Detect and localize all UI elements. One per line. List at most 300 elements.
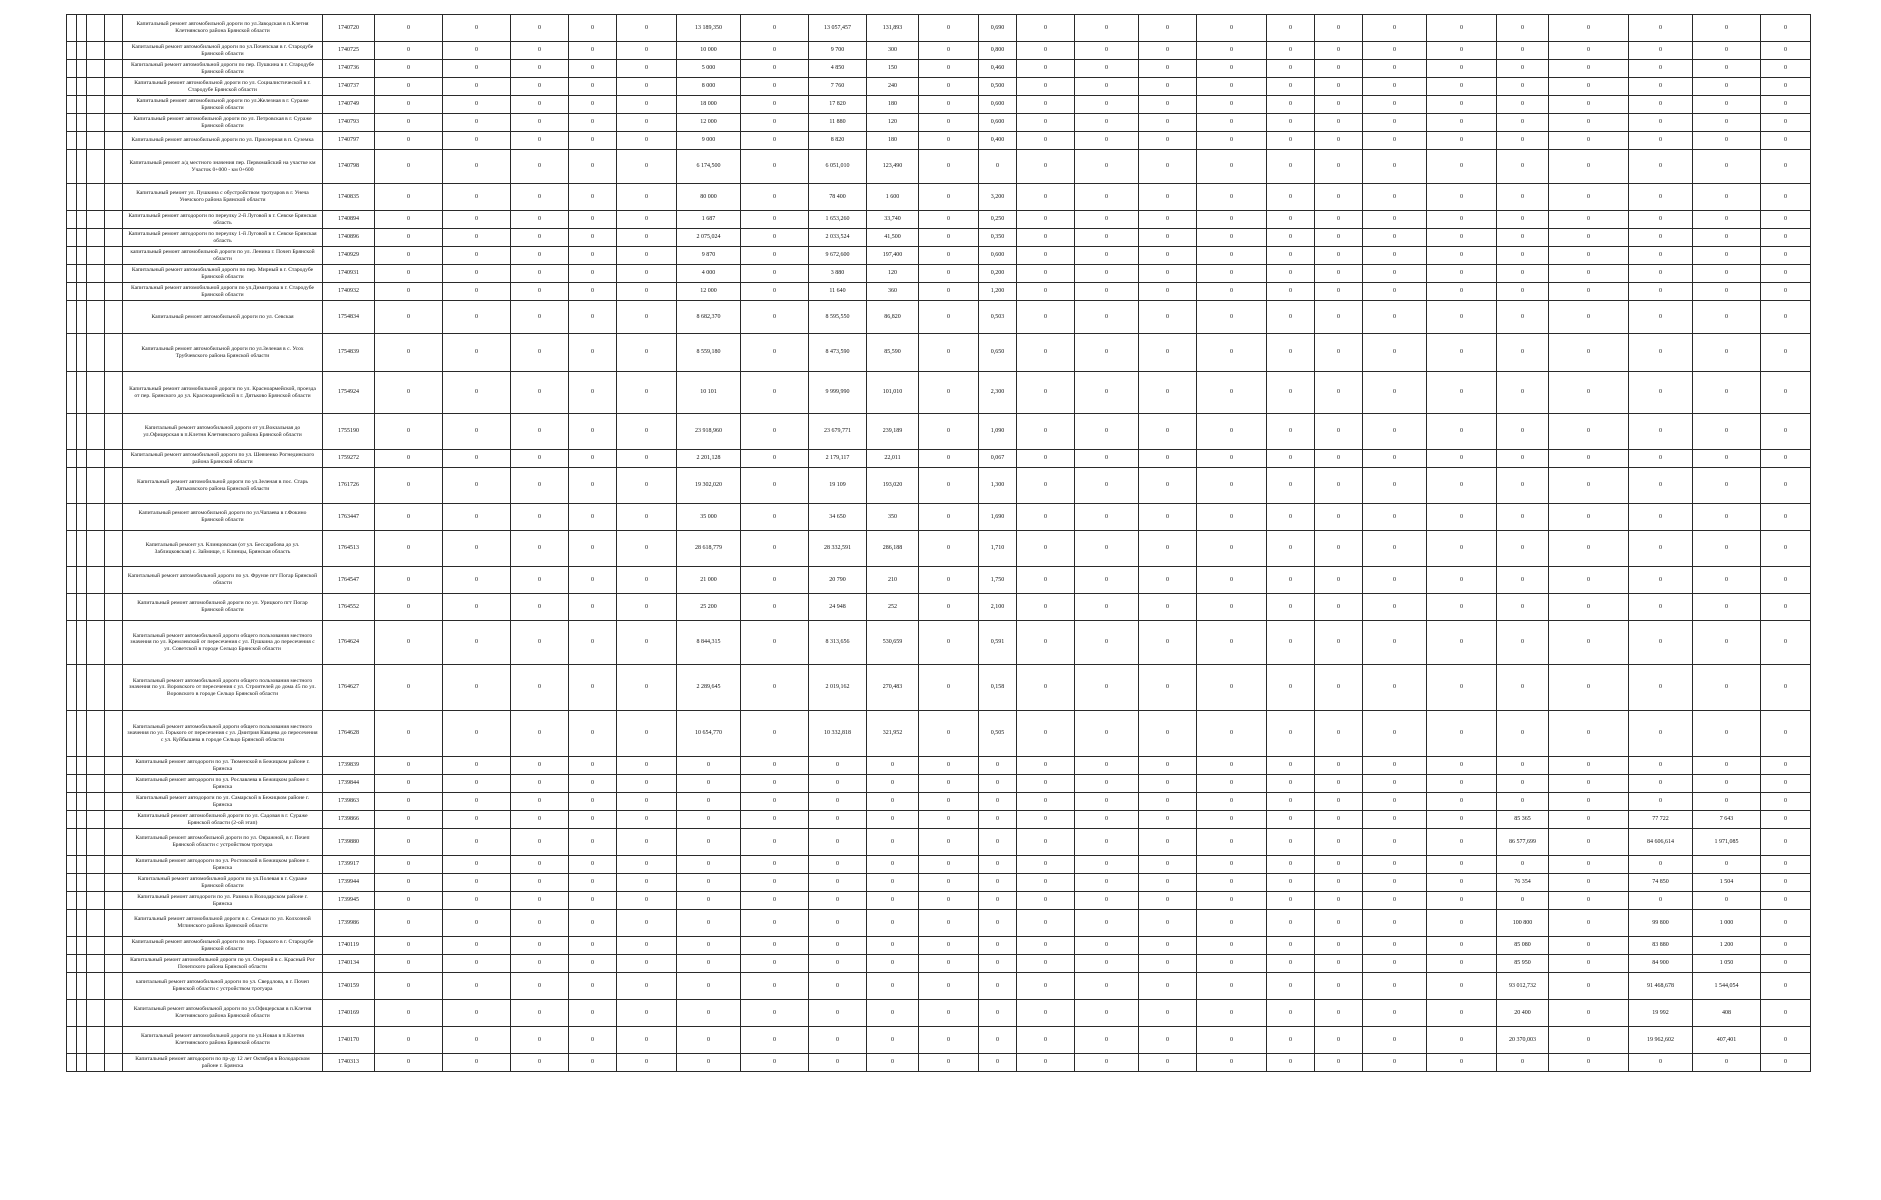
value-cell: 0 bbox=[1197, 621, 1267, 665]
value-cell: 0 bbox=[741, 450, 809, 468]
value-cell: 0 bbox=[1629, 15, 1693, 42]
value-cell: 0 bbox=[1017, 96, 1075, 114]
value-cell: 0 bbox=[1197, 265, 1267, 283]
value-cell: 0 bbox=[1497, 229, 1549, 247]
value-cell: 80 000 bbox=[677, 184, 741, 211]
value-cell: 0 bbox=[375, 910, 443, 937]
value-cell: 0 bbox=[1693, 504, 1761, 531]
value-cell: 0 bbox=[1427, 372, 1497, 414]
index-cell bbox=[105, 1000, 123, 1027]
index-cell bbox=[87, 892, 105, 910]
value-cell: 0 bbox=[617, 775, 677, 793]
value-cell: 0 bbox=[979, 793, 1017, 811]
value-cell: 0 bbox=[1267, 132, 1315, 150]
object-code: 1740929 bbox=[323, 247, 375, 265]
value-cell: 0 bbox=[1197, 665, 1267, 711]
value-cell: 100 800 bbox=[1497, 910, 1549, 937]
value-cell: 0 bbox=[1363, 856, 1427, 874]
value-cell: 0 bbox=[919, 334, 979, 372]
table-row bbox=[67, 15, 1881, 42]
value-cell: 0 bbox=[1693, 414, 1761, 450]
value-cell: 0 bbox=[1267, 892, 1315, 910]
index-cell bbox=[87, 621, 105, 665]
value-cell: 0 bbox=[741, 414, 809, 450]
value-cell: 11 880 bbox=[809, 114, 867, 132]
value-cell: 0 bbox=[1267, 937, 1315, 955]
value-cell: 0 bbox=[1075, 114, 1139, 132]
value-cell: 0 bbox=[1427, 811, 1497, 829]
index-cell bbox=[67, 60, 77, 78]
value-cell: 0 bbox=[1363, 450, 1427, 468]
value-cell: 0 bbox=[919, 450, 979, 468]
value-cell: 0 bbox=[1693, 665, 1761, 711]
object-code: 1759272 bbox=[323, 450, 375, 468]
index-cell bbox=[67, 229, 77, 247]
index-cell bbox=[105, 775, 123, 793]
object-description: Капитальный ремонт автодороги по пр-ду 12 лет Октября в Володарском районе г. Брянска bbox=[123, 1054, 323, 1072]
index-cell bbox=[77, 265, 87, 283]
value-cell: 0 bbox=[741, 334, 809, 372]
value-cell: 0 bbox=[741, 711, 809, 757]
object-description: Капитальный ремонт автомобильной дороги по ул.Чапаева в г.Фокино Брянской области bbox=[123, 504, 323, 531]
value-cell: 0 bbox=[1497, 531, 1549, 567]
value-cell: 0 bbox=[1017, 414, 1075, 450]
table-row bbox=[67, 874, 1881, 892]
value-cell: 0 bbox=[1549, 60, 1629, 78]
value-cell: 0 bbox=[1629, 450, 1693, 468]
value-cell: 0 bbox=[979, 1027, 1017, 1054]
object-description: Капитальный ремонт автомобильной дороги от ул.Вокзальная до ул.Офицерская в п.Клетня Клетнянского района Брянской области bbox=[123, 414, 323, 450]
index-cell bbox=[77, 247, 87, 265]
value-cell: 85,590 bbox=[867, 334, 919, 372]
object-description: Капитальный ремонт автомобильной дороги по ул.Заводская в п.Клетня Клетнянского района Брянской области bbox=[123, 15, 323, 42]
value-cell: 0 bbox=[741, 955, 809, 973]
value-cell: 0 bbox=[867, 892, 919, 910]
value-cell: 0 bbox=[809, 910, 867, 937]
value-cell: 0 bbox=[919, 114, 979, 132]
value-cell: 0 bbox=[375, 1054, 443, 1072]
index-cell bbox=[77, 15, 87, 42]
value-cell: 0 bbox=[569, 42, 617, 60]
index-cell bbox=[77, 78, 87, 96]
value-cell: 120 bbox=[867, 265, 919, 283]
table-row bbox=[67, 211, 1881, 229]
value-cell: 0 bbox=[569, 184, 617, 211]
value-cell: 0 bbox=[1693, 211, 1761, 229]
value-cell: 0 bbox=[1017, 283, 1075, 301]
value-cell: 0 bbox=[569, 856, 617, 874]
value-cell: 2 019,162 bbox=[809, 665, 867, 711]
value-cell: 23 679,771 bbox=[809, 414, 867, 450]
value-cell: 0 bbox=[443, 150, 511, 184]
value-cell: 0 bbox=[1497, 567, 1549, 594]
index-cell bbox=[77, 184, 87, 211]
value-cell: 0 bbox=[1139, 150, 1197, 184]
object-code: 1764547 bbox=[323, 567, 375, 594]
value-cell: 17 820 bbox=[809, 96, 867, 114]
value-cell: 0 bbox=[569, 567, 617, 594]
value-cell: 0 bbox=[569, 892, 617, 910]
value-cell: 0 bbox=[1315, 665, 1363, 711]
value-cell: 0 bbox=[1761, 301, 1811, 334]
value-cell: 0 bbox=[919, 78, 979, 96]
index-cell bbox=[77, 301, 87, 334]
table-row bbox=[67, 78, 1881, 96]
value-cell: 0 bbox=[375, 150, 443, 184]
value-cell: 0 bbox=[1363, 757, 1427, 775]
object-code: 1739945 bbox=[323, 892, 375, 910]
value-cell: 0 bbox=[1017, 1000, 1075, 1027]
value-cell: 0 bbox=[1693, 334, 1761, 372]
value-cell: 0 bbox=[511, 531, 569, 567]
value-cell: 0 bbox=[443, 775, 511, 793]
value-cell: 0 bbox=[1197, 414, 1267, 450]
object-code: 1739866 bbox=[323, 811, 375, 829]
value-cell: 0 bbox=[1017, 910, 1075, 937]
value-cell: 0 bbox=[1363, 132, 1427, 150]
value-cell: 0 bbox=[1427, 1000, 1497, 1027]
index-cell bbox=[77, 468, 87, 504]
value-cell: 0 bbox=[1267, 775, 1315, 793]
object-description: Капитальный ремонт ул. Пушкина с обустройством тротуаров в г. Унеча Унечского района Брянской области bbox=[123, 184, 323, 211]
value-cell: 0 bbox=[511, 1027, 569, 1054]
value-cell: 0 bbox=[1629, 78, 1693, 96]
value-cell: 1 000 bbox=[1693, 910, 1761, 937]
value-cell: 0 bbox=[1427, 334, 1497, 372]
value-cell: 0 bbox=[919, 955, 979, 973]
value-cell: 0 bbox=[1497, 468, 1549, 504]
value-cell: 0 bbox=[511, 372, 569, 414]
index-cell bbox=[105, 450, 123, 468]
value-cell: 1,750 bbox=[979, 567, 1017, 594]
index-cell bbox=[105, 132, 123, 150]
value-cell: 0 bbox=[511, 15, 569, 42]
value-cell: 0 bbox=[677, 892, 741, 910]
value-cell: 0 bbox=[1427, 531, 1497, 567]
value-cell: 0 bbox=[1629, 96, 1693, 114]
value-cell: 0,600 bbox=[979, 114, 1017, 132]
index-cell bbox=[67, 874, 77, 892]
value-cell: 0 bbox=[617, 892, 677, 910]
index-cell bbox=[67, 301, 77, 334]
value-cell: 0 bbox=[1017, 450, 1075, 468]
value-cell: 0 bbox=[1549, 973, 1629, 1000]
value-cell: 8 473,590 bbox=[809, 334, 867, 372]
value-cell: 0 bbox=[1267, 567, 1315, 594]
value-cell: 0 bbox=[1693, 283, 1761, 301]
value-cell: 0 bbox=[569, 265, 617, 283]
value-cell: 0 bbox=[1139, 114, 1197, 132]
value-cell: 0 bbox=[1497, 132, 1549, 150]
value-cell: 0 bbox=[569, 874, 617, 892]
value-cell: 0 bbox=[511, 96, 569, 114]
index-cell bbox=[87, 874, 105, 892]
value-cell: 0 bbox=[1315, 229, 1363, 247]
index-cell bbox=[77, 874, 87, 892]
value-cell: 0 bbox=[1693, 372, 1761, 414]
value-cell: 0 bbox=[1315, 874, 1363, 892]
value-cell: 0 bbox=[617, 793, 677, 811]
value-cell: 0 bbox=[1761, 132, 1811, 150]
value-cell: 0 bbox=[1315, 96, 1363, 114]
value-cell: 0 bbox=[1017, 114, 1075, 132]
value-cell: 0 bbox=[617, 856, 677, 874]
value-cell: 0 bbox=[617, 711, 677, 757]
index-cell bbox=[105, 42, 123, 60]
value-cell: 0 bbox=[1139, 184, 1197, 211]
value-cell: 0 bbox=[919, 811, 979, 829]
value-cell: 0 bbox=[1363, 184, 1427, 211]
value-cell: 193,020 bbox=[867, 468, 919, 504]
value-cell: 0 bbox=[1363, 504, 1427, 531]
value-cell: 0 bbox=[1363, 60, 1427, 78]
value-cell: 0 bbox=[443, 15, 511, 42]
value-cell: 1,200 bbox=[979, 283, 1017, 301]
value-cell: 0 bbox=[1139, 793, 1197, 811]
value-cell: 85 080 bbox=[1497, 937, 1549, 955]
value-cell: 0 bbox=[1427, 793, 1497, 811]
value-cell: 0 bbox=[919, 973, 979, 1000]
value-cell: 0 bbox=[1267, 42, 1315, 60]
object-code: 1740720 bbox=[323, 15, 375, 42]
value-cell: 0 bbox=[1363, 114, 1427, 132]
value-cell: 28 332,591 bbox=[809, 531, 867, 567]
value-cell: 0 bbox=[677, 757, 741, 775]
value-cell: 0 bbox=[375, 621, 443, 665]
value-cell: 0 bbox=[867, 829, 919, 856]
value-cell: 0 bbox=[1363, 594, 1427, 621]
value-cell: 19 962,602 bbox=[1629, 1027, 1693, 1054]
object-code: 1761726 bbox=[323, 468, 375, 504]
index-cell bbox=[67, 829, 77, 856]
value-cell: 0 bbox=[1075, 531, 1139, 567]
value-cell: 0 bbox=[617, 372, 677, 414]
value-cell: 0 bbox=[1267, 973, 1315, 1000]
value-cell: 0 bbox=[375, 265, 443, 283]
value-cell: 0 bbox=[919, 711, 979, 757]
value-cell: 9 672,600 bbox=[809, 247, 867, 265]
value-cell: 0 bbox=[1497, 450, 1549, 468]
value-cell: 0 bbox=[1549, 301, 1629, 334]
index-cell bbox=[87, 955, 105, 973]
value-cell: 408 bbox=[1693, 1000, 1761, 1027]
object-description: Капитальный ремонт автомобильной дороги в с. Сеньки по ул. Колхозной Мглинского района Брянской области bbox=[123, 910, 323, 937]
value-cell: 0 bbox=[1629, 567, 1693, 594]
value-cell: 0 bbox=[1017, 829, 1075, 856]
index-cell bbox=[87, 567, 105, 594]
value-cell: 0 bbox=[919, 665, 979, 711]
value-cell: 0 bbox=[919, 211, 979, 229]
value-cell: 0 bbox=[617, 621, 677, 665]
table-row bbox=[67, 892, 1881, 910]
value-cell: 0 bbox=[919, 132, 979, 150]
value-cell: 11 640 bbox=[809, 283, 867, 301]
value-cell: 0 bbox=[1139, 892, 1197, 910]
value-cell: 0 bbox=[1761, 910, 1811, 937]
value-cell: 0 bbox=[375, 15, 443, 42]
object-description: Капитальный ремонт а/д местного значения пер. Первомайский на участке км Участок 0+000 - км 0+600 bbox=[123, 150, 323, 184]
value-cell: 0 bbox=[741, 114, 809, 132]
value-cell: 0 bbox=[1267, 15, 1315, 42]
value-cell: 0 bbox=[741, 874, 809, 892]
value-cell: 0 bbox=[1197, 874, 1267, 892]
value-cell: 91 468,678 bbox=[1629, 973, 1693, 1000]
value-cell: 0 bbox=[511, 132, 569, 150]
value-cell: 101,010 bbox=[867, 372, 919, 414]
index-cell bbox=[77, 283, 87, 301]
value-cell: 0 bbox=[569, 132, 617, 150]
value-cell: 0 bbox=[511, 229, 569, 247]
value-cell: 0 bbox=[919, 621, 979, 665]
value-cell: 0 bbox=[1363, 973, 1427, 1000]
value-cell: 0 bbox=[1139, 775, 1197, 793]
index-cell bbox=[87, 184, 105, 211]
value-cell: 1 600 bbox=[867, 184, 919, 211]
value-cell: 0 bbox=[1197, 594, 1267, 621]
value-cell: 240 bbox=[867, 78, 919, 96]
value-cell: 0 bbox=[1761, 96, 1811, 114]
index-cell bbox=[105, 757, 123, 775]
value-cell: 0 bbox=[1267, 910, 1315, 937]
index-cell bbox=[87, 96, 105, 114]
value-cell: 1 971,085 bbox=[1693, 829, 1761, 856]
value-cell: 0 bbox=[1017, 811, 1075, 829]
value-cell: 0 bbox=[1427, 937, 1497, 955]
value-cell: 0 bbox=[375, 132, 443, 150]
value-cell: 0 bbox=[1075, 372, 1139, 414]
value-cell: 0 bbox=[1549, 811, 1629, 829]
value-cell: 0 bbox=[1197, 372, 1267, 414]
value-cell: 0 bbox=[1497, 184, 1549, 211]
index-cell bbox=[67, 15, 77, 42]
value-cell: 0 bbox=[617, 450, 677, 468]
value-cell: 0 bbox=[741, 621, 809, 665]
value-cell: 0 bbox=[1549, 265, 1629, 283]
value-cell: 0 bbox=[1497, 1054, 1549, 1072]
value-cell: 0 bbox=[1549, 711, 1629, 757]
value-cell: 78 400 bbox=[809, 184, 867, 211]
value-cell: 0 bbox=[919, 96, 979, 114]
index-cell bbox=[77, 775, 87, 793]
value-cell: 0 bbox=[1761, 594, 1811, 621]
object-description: Капитальный ремонт автодороги по переулку 1-й Луговой в г. Севске Брянская область bbox=[123, 229, 323, 247]
value-cell: 0 bbox=[617, 42, 677, 60]
index-cell bbox=[77, 96, 87, 114]
value-cell: 0 bbox=[443, 450, 511, 468]
value-cell: 0 bbox=[1139, 229, 1197, 247]
value-cell: 0 bbox=[809, 973, 867, 1000]
value-cell: 0 bbox=[375, 114, 443, 132]
value-cell: 0 bbox=[617, 757, 677, 775]
value-cell: 0 bbox=[443, 211, 511, 229]
object-description: Капитальный ремонт автомобильной дороги по ул.Зеленая в с. Усох Трубчевского района Брянской области bbox=[123, 334, 323, 372]
value-cell: 0 bbox=[1267, 301, 1315, 334]
object-description: Капитальный ремонт автомобильной дороги по ул. Социалистической в г. Стародубе Брянской области bbox=[123, 78, 323, 96]
value-cell: 0 bbox=[511, 301, 569, 334]
index-cell bbox=[105, 211, 123, 229]
value-cell: 0 bbox=[1549, 211, 1629, 229]
value-cell: 0 bbox=[1267, 811, 1315, 829]
value-cell: 0 bbox=[1017, 567, 1075, 594]
value-cell: 0 bbox=[1761, 211, 1811, 229]
index-cell bbox=[105, 372, 123, 414]
value-cell: 0 bbox=[375, 811, 443, 829]
value-cell: 0 bbox=[1139, 265, 1197, 283]
value-cell: 0 bbox=[1629, 42, 1693, 60]
value-cell: 0 bbox=[1315, 567, 1363, 594]
value-cell: 0 bbox=[1693, 229, 1761, 247]
value-cell: 0 bbox=[979, 910, 1017, 937]
value-cell: 0 bbox=[511, 757, 569, 775]
value-cell: 0 bbox=[1197, 468, 1267, 504]
value-cell: 0 bbox=[569, 96, 617, 114]
index-cell bbox=[67, 811, 77, 829]
index-cell bbox=[67, 283, 77, 301]
value-cell: 0 bbox=[1363, 874, 1427, 892]
value-cell: 0 bbox=[1549, 15, 1629, 42]
value-cell: 83 880 bbox=[1629, 937, 1693, 955]
value-cell: 0 bbox=[1075, 450, 1139, 468]
value-cell: 33,740 bbox=[867, 211, 919, 229]
object-description: Капитальный ремонт автомобильной дороги по ул.Почепская в г. Стародубе Брянской области bbox=[123, 42, 323, 60]
value-cell: 0 bbox=[741, 775, 809, 793]
value-cell: 0 bbox=[1427, 711, 1497, 757]
value-cell: 1 687 bbox=[677, 211, 741, 229]
value-cell: 0,350 bbox=[979, 229, 1017, 247]
index-cell bbox=[87, 60, 105, 78]
value-cell: 0 bbox=[1761, 42, 1811, 60]
value-cell: 0 bbox=[375, 955, 443, 973]
value-cell: 0 bbox=[1497, 665, 1549, 711]
value-cell: 0 bbox=[1315, 711, 1363, 757]
object-description: Капитальный ремонт автомобильной дороги по пер. Горького в г. Стародубе Брянской области bbox=[123, 937, 323, 955]
value-cell: 0 bbox=[919, 937, 979, 955]
value-cell: 0 bbox=[1197, 567, 1267, 594]
value-cell: 0 bbox=[617, 283, 677, 301]
index-cell bbox=[105, 15, 123, 42]
value-cell: 0 bbox=[1629, 372, 1693, 414]
index-cell bbox=[67, 414, 77, 450]
table-row bbox=[67, 531, 1881, 567]
value-cell: 0 bbox=[375, 211, 443, 229]
index-cell bbox=[87, 334, 105, 372]
value-cell: 0 bbox=[1427, 910, 1497, 937]
value-cell: 0 bbox=[617, 132, 677, 150]
object-description: Капитальный ремонт автомобильной дороги по ул. Озерной в с. Красный Рог Почепского района Брянской области bbox=[123, 955, 323, 973]
value-cell: 0 bbox=[1017, 229, 1075, 247]
value-cell: 41,500 bbox=[867, 229, 919, 247]
value-cell: 0 bbox=[617, 973, 677, 1000]
index-cell bbox=[67, 665, 77, 711]
value-cell: 0 bbox=[1315, 1027, 1363, 1054]
value-cell: 0 bbox=[569, 15, 617, 42]
object-description: Капитальный ремонт автомобильной дороги по ул.Полевая в г. Сураже Брянской области bbox=[123, 874, 323, 892]
value-cell: 0 bbox=[979, 757, 1017, 775]
value-cell: 8 559,180 bbox=[677, 334, 741, 372]
value-cell: 0 bbox=[1693, 150, 1761, 184]
value-cell: 0 bbox=[919, 283, 979, 301]
object-code: 1764628 bbox=[323, 711, 375, 757]
value-cell: 0 bbox=[375, 372, 443, 414]
table-row bbox=[67, 955, 1881, 973]
value-cell: 0 bbox=[1629, 114, 1693, 132]
object-description: Капитальный ремонт автомобильной дороги общего пользования местного значения по ул. Воровского от пересечения с ул. Строителей до дома 45 по ул. Воровского в городе Сельцо Брянской области bbox=[123, 665, 323, 711]
index-cell bbox=[77, 937, 87, 955]
value-cell: 0 bbox=[443, 60, 511, 78]
table-row bbox=[67, 334, 1881, 372]
value-cell: 0 bbox=[1427, 594, 1497, 621]
value-cell: 0 bbox=[1761, 229, 1811, 247]
